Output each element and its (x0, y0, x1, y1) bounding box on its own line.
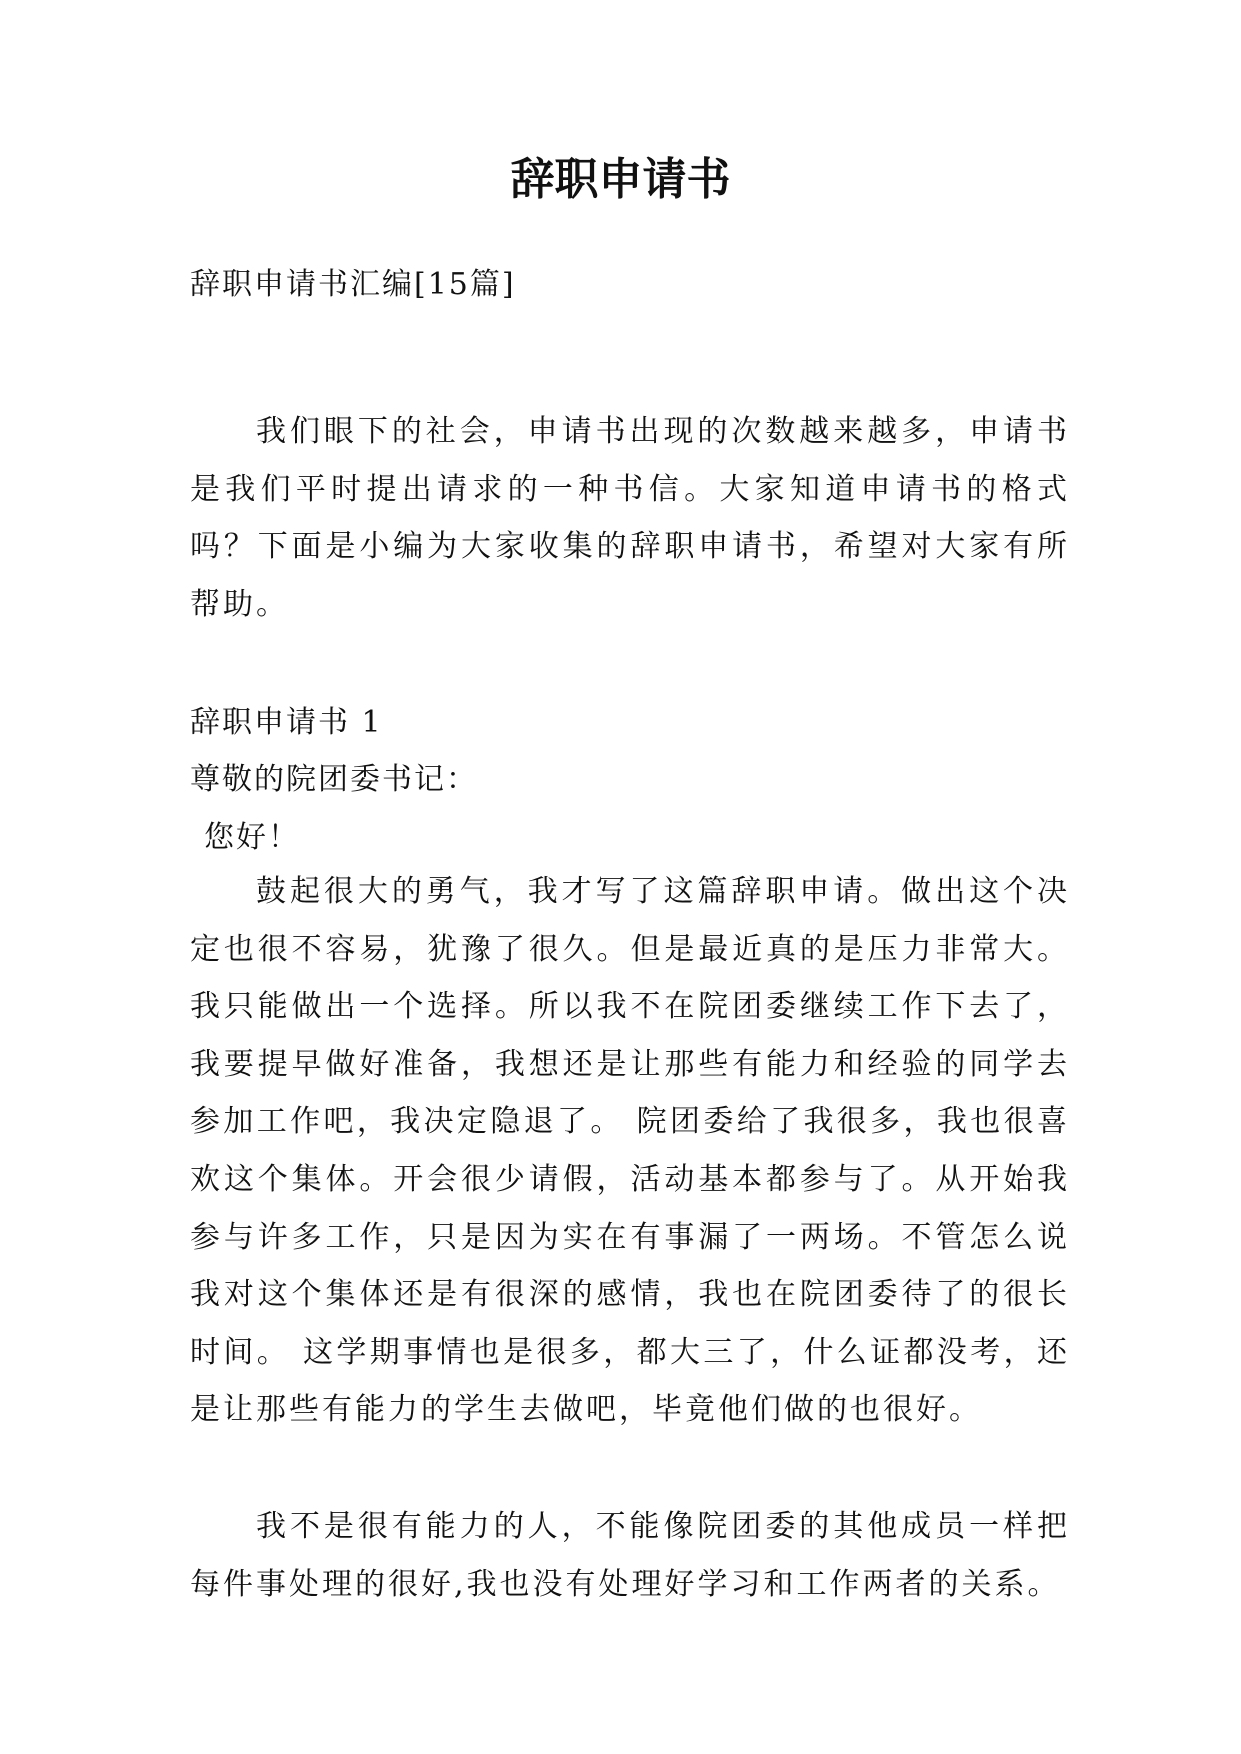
letter-paragraph-1: 鼓起很大的勇气，我才写了这篇辞职申请。做出这个决定也很不容易，犹豫了很久。但是最近真的是压力非常大。我只能做出一个选择。所以我不在院团委继续工作下去了，我要提早做好准备，我想还是让那些有能力和经验的同学去参加工作吧，我决定隐退了。 院团委给了我很多，我也很喜欢这个集体。开会很少请假，活动基本都参与了。从开始我参与许多工作，只是因为实在有事漏了一两场。不管怎么说我对这个集体还是有很深的感情，我也在院团委待了的很长时间。 这学期事情也是很多，都大三了，什么证都没考，还是让那些有能力的学生去做吧，毕竟他们做的也很好。 (190, 874, 1070, 1428)
document-title: 辞职申请书 (510, 154, 731, 205)
letter-salutation: 尊敬的院团委书记： (190, 762, 478, 797)
letter-heading: 辞职申请书 1 (190, 705, 383, 740)
intro-paragraph: 我们眼下的社会，申请书出现的次数越来越多，申请书是我们平时提出请求的一种书信。大家知道申请书的格式吗？下面是小编为大家收集的辞职申请书，希望对大家有所帮助。 (190, 414, 1070, 622)
document-subtitle: 辞职申请书汇编[15篇] (190, 267, 516, 302)
letter-greeting: 您好！ (204, 820, 300, 855)
letter-paragraph-2: 我不是很有能力的人，不能像院团委的其他成员一样把每件事处理的很好,我也没有处理好学习和工作两者的关系。 (190, 1509, 1070, 1602)
